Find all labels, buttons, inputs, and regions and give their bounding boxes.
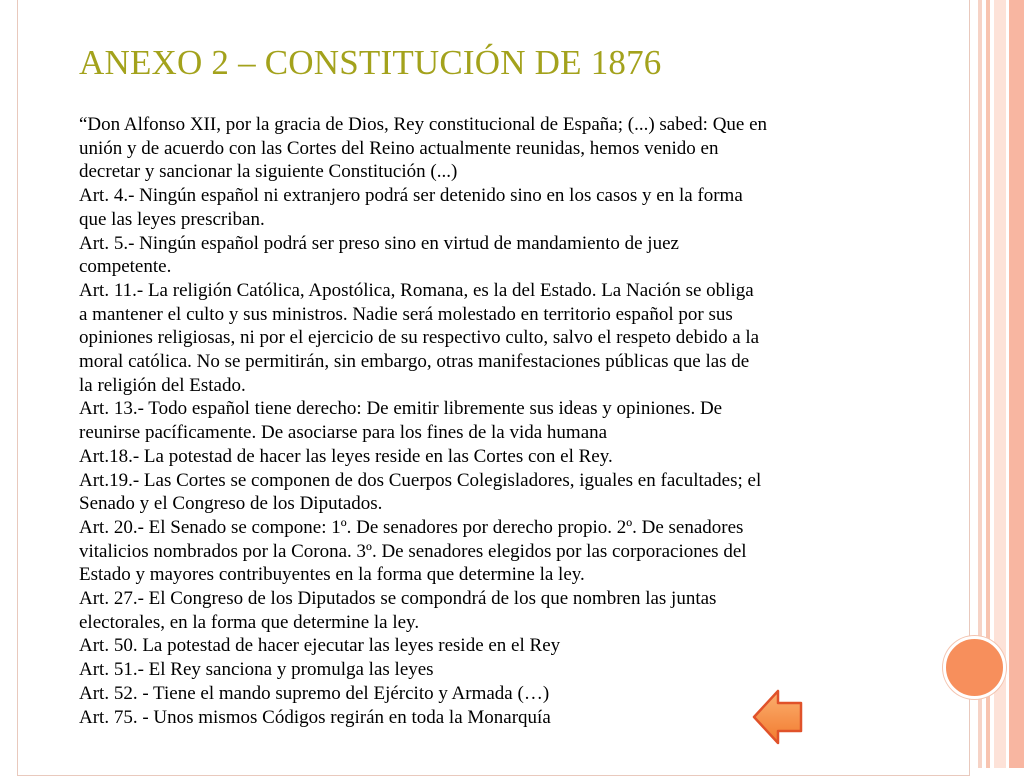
body-line: Art. 13.- Todo español tiene derecho: De emitir libremente sus ideas y opiniones. De — [79, 398, 723, 420]
body-line: Senado y el Congreso de los Diputados. — [79, 493, 383, 515]
body-line: reunirse pacíficamente. De asociarse para los fines de la vida humana — [79, 422, 608, 444]
decorative-circle — [943, 636, 1006, 699]
body-line: competente. — [79, 256, 172, 278]
body-line: a mantener el culto y sus ministros. Nadie será molestado en territorio español por sus — [79, 303, 733, 325]
body-line: Art.18.- La potestad de hacer las leyes reside en las Cortes con el Rey. — [79, 445, 613, 467]
body-line: Art. 11.- La religión Católica, Apostólica, Romana, es la del Estado. La Nación se obliga — [79, 279, 754, 301]
body-line: vitalicios nombrados por la Corona. 3º. De senadores elegidos por las corporaciones del — [79, 540, 747, 562]
back-arrow-button[interactable] — [752, 688, 804, 746]
slide-title: ANEXO 2 – CONSTITUCIÓN DE 1876 — [79, 43, 662, 82]
back-arrow-icon — [752, 688, 804, 746]
body-line: Art. 52. - Tiene el mando supremo del Ejército y Armada (…) — [79, 682, 550, 704]
body-line: “Don Alfonso XII, por la gracia de Dios, Rey constitucional de España; (...) sabed: Que en — [79, 114, 768, 135]
body-line: opiniones religiosas, ni por el ejercicio de su respectivo culto, salvo el respeto debido a la — [79, 327, 760, 349]
body-line: Art. 75. - Unos mismos Códigos regirán en toda la Monarquía — [79, 706, 551, 728]
body-line: Art. 4.- Ningún español ni extranjero podrá ser detenido sino en los casos y en la forma — [79, 185, 743, 207]
body-line: Art. 27.- El Congreso de los Diputados se compondrá de los que nombren las juntas — [79, 588, 717, 610]
body-line: que las leyes prescriban. — [79, 208, 265, 230]
body-line: Art. 5.- Ningún español podrá ser preso sino en virtud de mandamiento de juez — [79, 232, 679, 254]
body-line: electorales, en la forma que determine la ley. — [79, 611, 420, 633]
decorative-stripe — [1009, 0, 1024, 768]
body-line: decretar y sancionar la siguiente Constitución (...) — [79, 161, 458, 183]
body-line: Art. 51.- El Rey sanciona y promulga las leyes — [79, 659, 434, 681]
body-line: Art. 20.- El Senado se compone: 1º. De senadores por derecho propio. 2º. De senadores — [79, 516, 744, 538]
body-line: la religión del Estado. — [79, 374, 246, 396]
body-line: moral católica. No se permitirán, sin embargo, otras manifestaciones públicas que las de — [79, 351, 750, 373]
slide-body — [79, 113, 904, 729]
body-line: Art.19.- Las Cortes se componen de dos Cuerpos Colegisladores, iguales en facultades; el — [79, 469, 762, 491]
body-line: unión y de acuerdo con las Cortes del Reino actualmente reunidas, hemos venido en — [79, 137, 719, 159]
body-line: Estado y mayores contribuyentes en la forma que determine la ley. — [79, 564, 585, 586]
body-line: Art. 50. La potestad de hacer ejecutar las leyes reside en el Rey — [79, 635, 561, 657]
